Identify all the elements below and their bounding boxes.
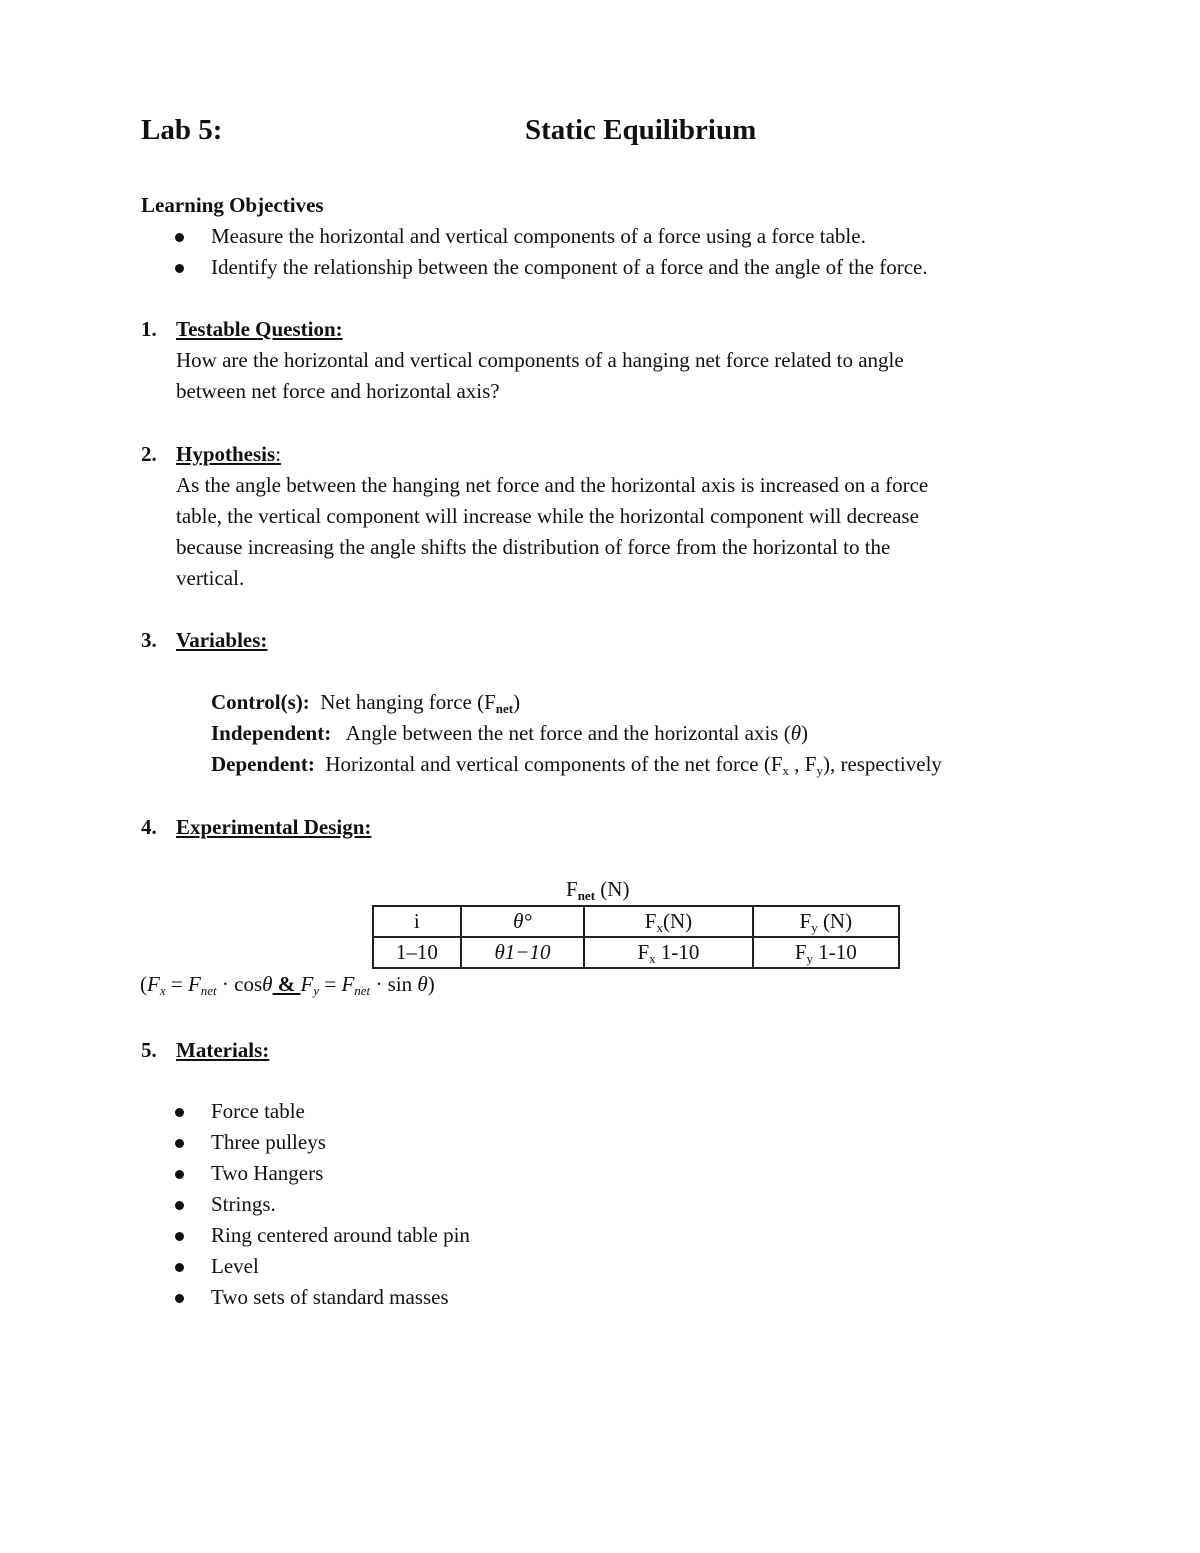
formula-theta2: θ [417,972,428,996]
component-formula [140,972,435,997]
dependent-end: ), respectively [822,752,942,776]
control-label: Control(s): [211,690,310,714]
dependent-variable [211,752,942,777]
formula-theta1: θ [262,972,273,996]
cell-theta [461,937,585,968]
dependent-text: Horizontal and vertical components of the net force (F [325,752,783,776]
formula-fy: F [300,972,314,996]
header-fx [584,906,752,937]
dependent-sub-y: y [816,763,823,778]
section-2-heading: Hypothesis [176,442,276,466]
independent-end: ) [801,721,809,745]
caption-unit: (N) [595,877,630,901]
table-caption [566,877,629,902]
section-5-heading: Materials: [176,1038,270,1062]
control-end: ) [513,690,521,714]
section-1-text: How are the horizontal and vertical components of a hanging net force related to angle [176,348,904,372]
formula-net2: net [354,983,371,998]
list-item: Strings. [211,1192,276,1216]
section-3-heading: Variables: [176,628,268,652]
bullet-icon [175,1201,184,1210]
section-5-number: 5. [141,1038,157,1062]
independent-text: Angle between the net force and the horizontal axis ( [345,721,791,745]
lab-number: Lab 5: [141,114,223,146]
header-i: i [373,906,461,937]
objective-item: Measure the horizontal and vertical components of a force using a force table. [211,224,866,248]
caption-sub: net [577,888,596,903]
cell-theta-text: θ1−10 [494,940,551,964]
list-item: Two Hangers [211,1161,324,1185]
cell-fy-f: F [794,940,807,964]
section-2-number: 2. [141,442,157,466]
header-fx-f: F [644,909,657,933]
formula-eq2: = [319,972,342,996]
dependent-mid: , F [789,752,817,776]
control-variable [211,690,520,715]
section-1-text: between net force and horizontal axis? [176,379,500,403]
header-fy-f: F [799,909,812,933]
section-4-heading: Experimental Design: [176,815,372,839]
section-2-text: table, the vertical component will increase while the horizontal component will decrease [176,504,919,528]
dependent-sub-x: x [782,763,790,778]
formula-net1: net [200,983,217,998]
dependent-label: Dependent: [211,752,315,776]
section-4-number: 4. [141,815,157,839]
section-3-number: 3. [141,628,157,652]
cell-i: 1–10 [373,937,461,968]
cell-fy-range: 1-10 [813,940,857,964]
formula-fnet1: F [187,972,201,996]
bullet-icon [175,1232,184,1241]
bullet-icon [175,264,184,273]
header-theta [461,906,585,937]
header-fx-sub: x [656,920,663,935]
design-table [372,905,900,969]
bullet-icon [175,1263,184,1272]
list-item: Force table [211,1099,305,1123]
section-2-text: because increasing the angle shifts the distribution of force from the horizontal to the [176,535,891,559]
formula-open: ( [140,972,147,996]
section-2-text: As the angle between the hanging net force and the horizontal axis is increased on a force [176,473,929,497]
bullet-icon [175,233,184,242]
table-header-row [373,906,899,937]
cell-fx-sub: x [649,951,656,966]
section-2-text: vertical. [176,566,245,590]
bullet-icon [175,1170,184,1179]
cell-fx-range: 1-10 [655,940,700,964]
bullet-icon [175,1108,184,1117]
list-item: Three pulleys [211,1130,326,1154]
cell-fy-sub: y [806,951,814,966]
header-theta-text: θ° [513,909,532,933]
caption-f: F [566,877,578,901]
independent-variable [211,721,808,746]
formula-sin: · sin [370,972,418,996]
section-1-heading: Testable Question: [176,317,343,341]
independent-label: Independent: [211,721,332,745]
control-text: Net hanging force (F [320,690,496,714]
control-sub: net [495,701,514,716]
header-fy-sub: y [811,920,818,935]
formula-fnet2: F [341,972,355,996]
bullet-icon [175,1294,184,1303]
section-2-heading-wrap [176,442,281,467]
cell-fx [584,937,752,968]
formula-cos: · cos [216,972,263,996]
header-fy [753,906,899,937]
page-title: Static Equilibrium [525,114,757,146]
formula-fx: F [147,972,160,996]
list-item: Level [211,1254,259,1278]
section-2-colon: : [275,442,282,466]
objectives-heading: Learning Objectives [141,193,324,217]
formula-amp: & [272,972,301,996]
cell-fx-f: F [637,940,650,964]
formula-y: y [313,983,320,998]
bullet-icon [175,1139,184,1148]
formula-close: ) [427,972,435,996]
formula-x: x [159,983,166,998]
list-item: Ring centered around table pin [211,1223,470,1247]
objective-item: Identify the relationship between the component of a force and the angle of the force. [211,255,928,279]
header-fx-unit: (N) [662,909,693,933]
formula-eq1: = [165,972,188,996]
independent-theta: θ [790,721,802,745]
header-fy-unit: (N) [817,909,853,933]
table-row [373,937,899,968]
list-item: Two sets of standard masses [211,1285,449,1309]
cell-fy [753,937,899,968]
section-1-number: 1. [141,317,157,341]
